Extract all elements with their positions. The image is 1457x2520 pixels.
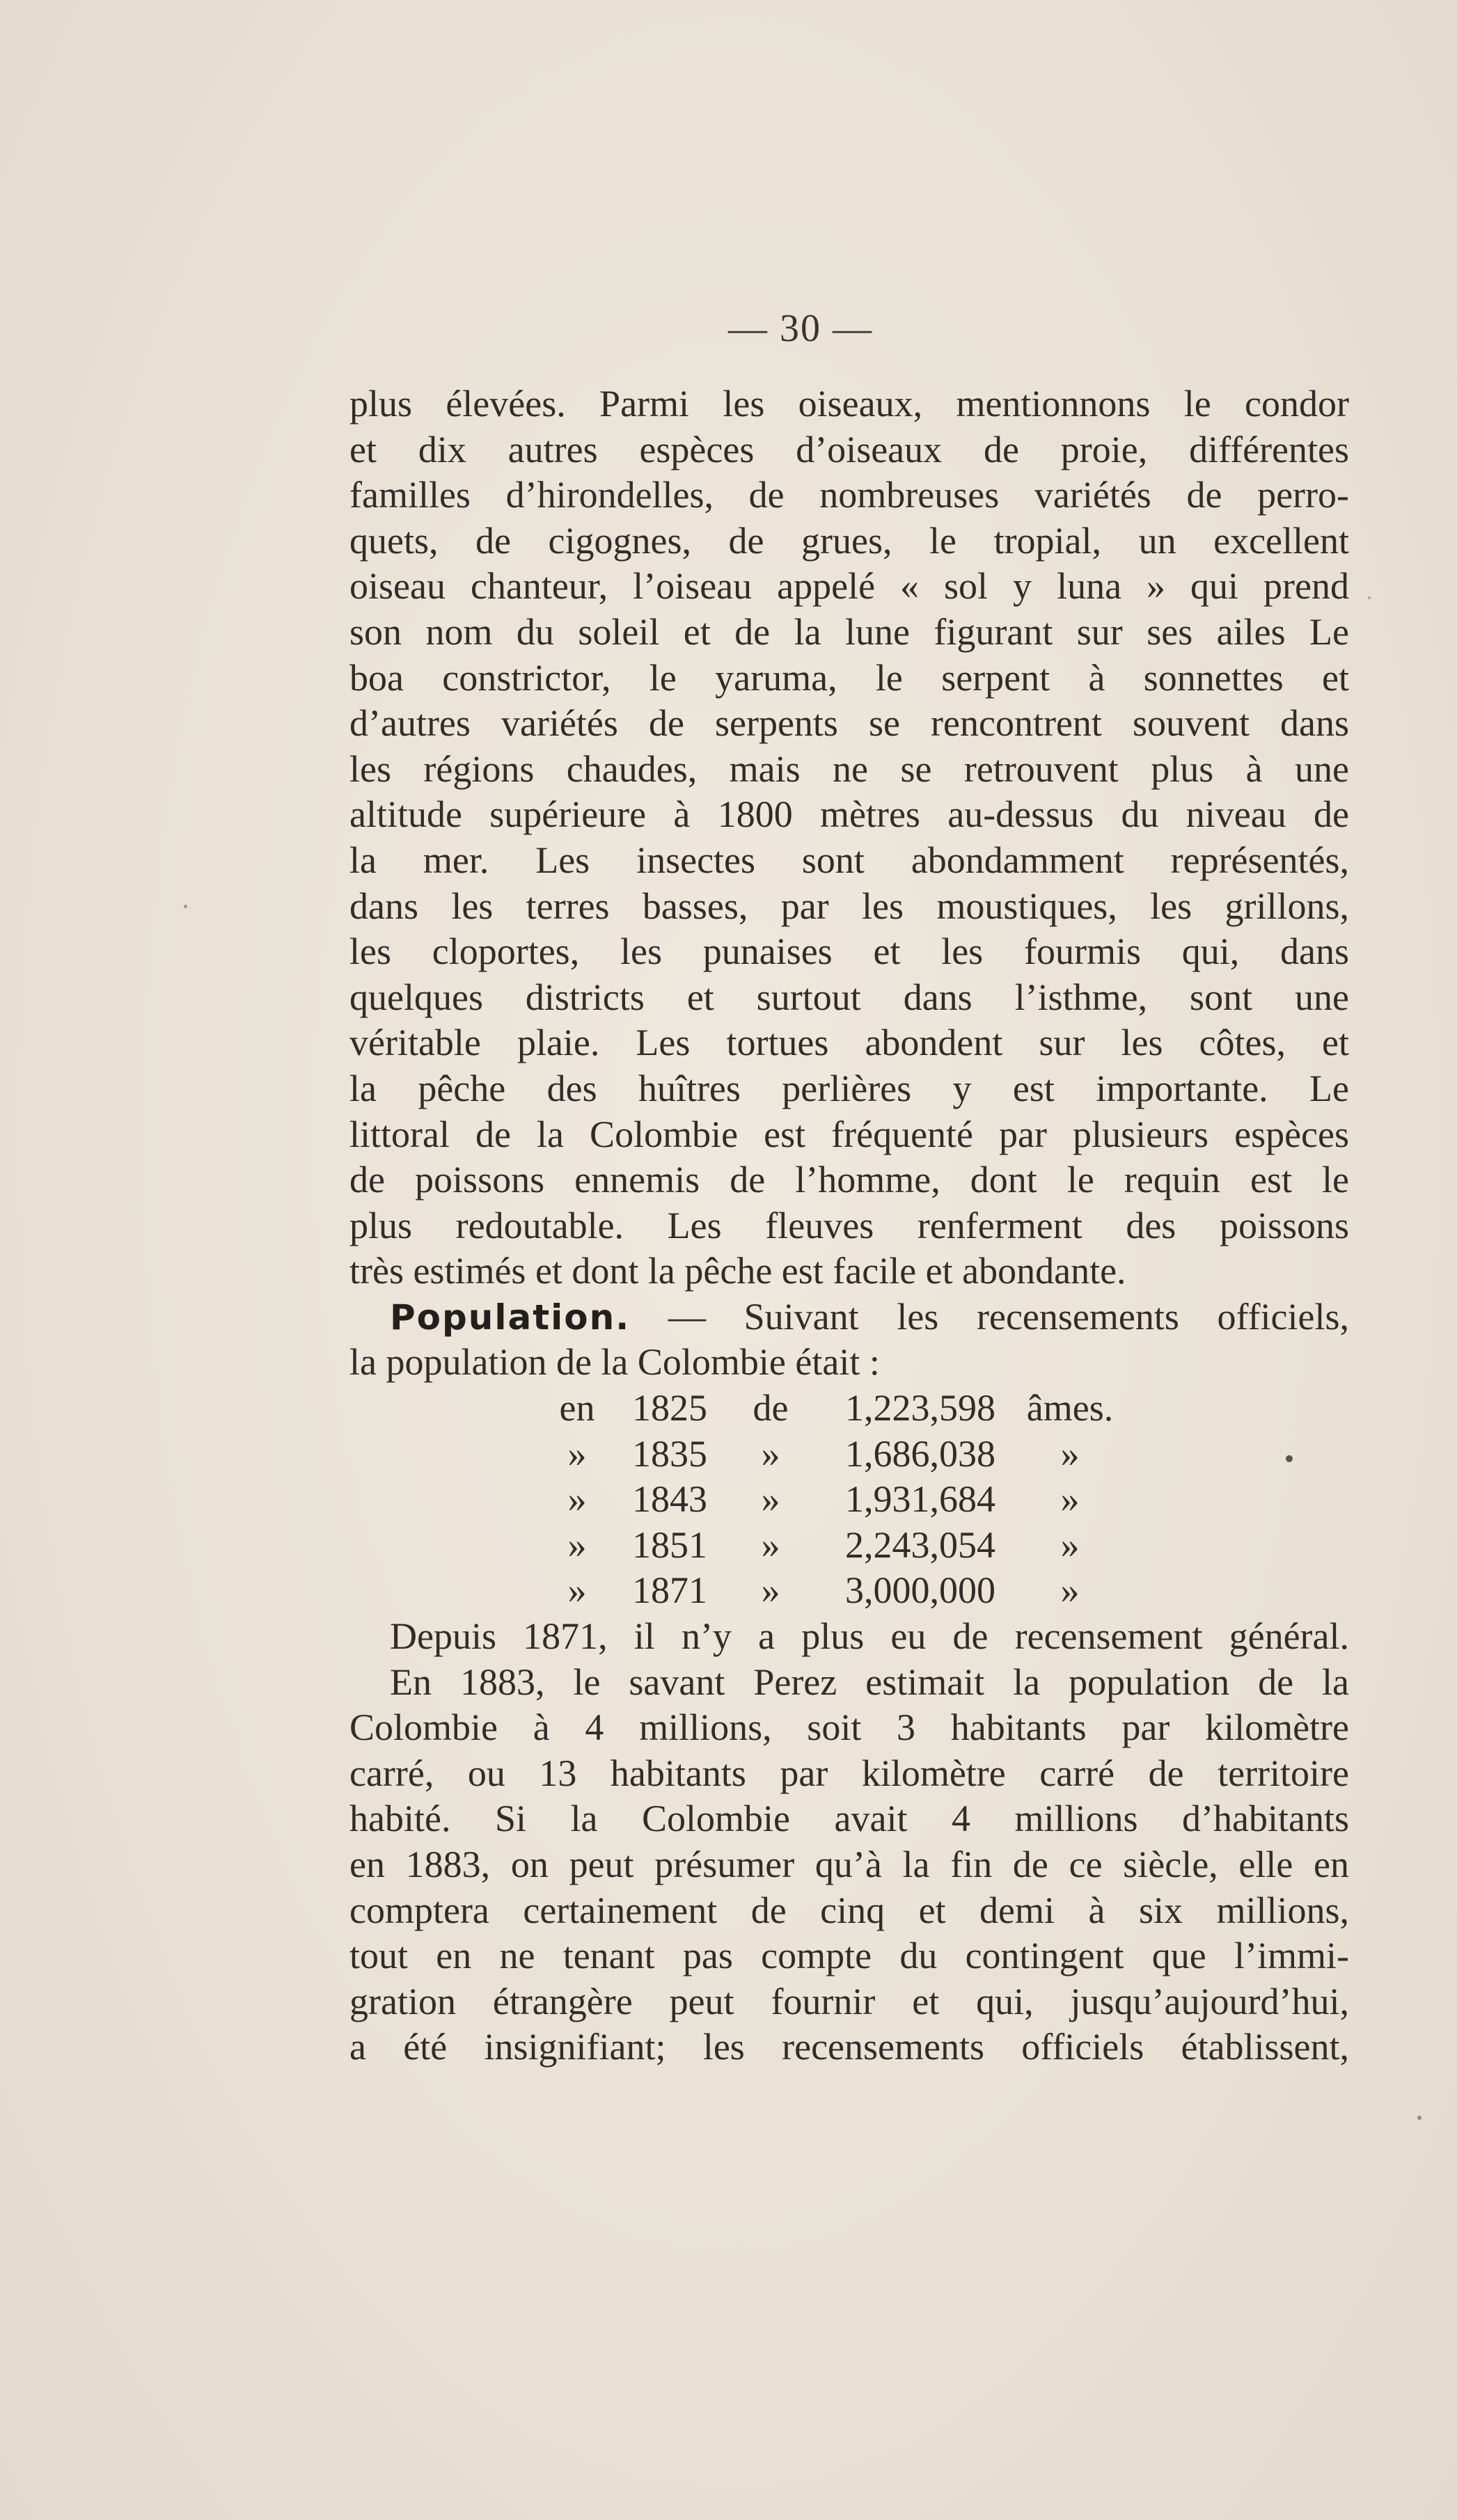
text-line: Depuis 1871, il n’y a plus eu de recensement général. — [390, 1615, 1349, 1658]
paper-speck — [1368, 596, 1371, 599]
text-line: plus élevées. Parmi les oiseaux, mentionnons le condor — [349, 383, 1349, 425]
census-row — [349, 1386, 1349, 1432]
census-table — [349, 1386, 1349, 1614]
text-line: tout en ne tenant pas compte du contingent que l’immi- — [349, 1935, 1349, 1977]
census-prefix: » — [567, 1478, 587, 1521]
text-line: les cloportes, les punaises et les fourmis qui, dans — [349, 930, 1349, 973]
text-line: Colombie à 4 millions, soit 3 habitants par kilomètre — [349, 1706, 1349, 1749]
page-number: — 30 — — [728, 307, 873, 350]
text-line: les régions chaudes, mais ne se retrouvent plus à une — [349, 747, 1349, 790]
census-separator: de — [753, 1387, 789, 1429]
census-year: 1843 — [632, 1478, 707, 1521]
census-prefix: » — [567, 1569, 587, 1612]
text-line: quelques districts et surtout dans l’isthme, sont une — [349, 976, 1349, 1018]
census-separator: » — [761, 1432, 780, 1475]
text-line: véritable plaie. Les tortues abondent sur les côtes, et — [349, 1022, 1349, 1064]
census-separator: » — [761, 1478, 780, 1521]
text-line: et dix autres espèces d’oiseaux de proie, différentes — [349, 428, 1349, 470]
text-line: littoral de la Colombie est fréquenté par plusieurs espèces — [349, 1113, 1349, 1155]
census-unit: » — [1060, 1478, 1080, 1521]
census-count: 1,931,684 — [845, 1478, 995, 1521]
census-row — [349, 1523, 1349, 1569]
text-line: plus redoutable. Les fleuves renferment des poissons — [349, 1204, 1349, 1246]
census-prefix: » — [567, 1523, 587, 1566]
section-heading-rest: — Suivant les recensements officiels, — [630, 1295, 1349, 1338]
text-line: la mer. Les insectes sont abondamment représentés, — [349, 839, 1349, 881]
text-line: d’autres variétés de serpents se rencontrent souvent dans — [349, 702, 1349, 745]
population-heading-line — [349, 1294, 1349, 1340]
census-count: 2,243,054 — [845, 1523, 995, 1566]
text-line: En 1883, le savant Perez estimait la population de la — [390, 1661, 1349, 1703]
text-line: altitude supérieure à 1800 mètres au-dessus du niveau de — [349, 793, 1349, 836]
paper-speck — [1286, 1455, 1293, 1462]
text-line: comptera certainement de cinq et demi à six millions, — [349, 1889, 1349, 1931]
census-row — [349, 1477, 1349, 1523]
text-line: son nom du soleil et de la lune figurant sur ses ailes Le — [349, 610, 1349, 653]
paper-speck — [184, 905, 187, 908]
text-line: oiseau chanteur, l’oiseau appelé « sol y luna » qui prend — [349, 565, 1349, 608]
text-line: dans les terres basses, par les moustiques, les grillons, — [349, 885, 1349, 927]
census-year: 1871 — [632, 1569, 707, 1612]
text-line: très estimés et dont la pêche est facile et abondante. — [349, 1250, 1126, 1292]
census-row — [349, 1432, 1349, 1477]
census-year: 1825 — [632, 1387, 707, 1429]
text-line: quets, de cigognes, de grues, le tropial, un excellent — [349, 519, 1349, 562]
census-prefix: » — [567, 1432, 587, 1475]
text-line: boa constrictor, le yaruma, le serpent à sonnettes et — [349, 656, 1349, 699]
text-line: carré, ou 13 habitants par kilomètre carré de territoire — [349, 1752, 1349, 1794]
text-line: de poissons ennemis de l’homme, dont le requin est le — [349, 1159, 1349, 1201]
census-unit: » — [1060, 1523, 1080, 1566]
text-line: la pêche des huîtres perlières y est importante. Le — [349, 1067, 1349, 1109]
census-unit: » — [1060, 1432, 1080, 1475]
census-count: 1,686,038 — [845, 1432, 995, 1475]
text-line: gration étrangère peut fournir et qui, jusqu’aujourd’hui, — [349, 1980, 1349, 2022]
text-line: la population de la Colombie était : — [349, 1341, 880, 1384]
census-unit: » — [1060, 1569, 1080, 1612]
text-line: familles d’hirondelles, de nombreuses variétés de perro- — [349, 474, 1349, 516]
text-line: en 1883, on peut présumer qu’à la fin de ce siècle, elle en — [349, 1844, 1349, 1886]
body-text — [349, 381, 1349, 2070]
census-count: 1,223,598 — [845, 1387, 995, 1429]
census-row — [349, 1568, 1349, 1614]
census-year: 1835 — [632, 1432, 707, 1475]
census-count: 3,000,000 — [845, 1569, 995, 1612]
section-heading: Population. — [390, 1297, 631, 1338]
census-unit: âmes. — [1026, 1387, 1114, 1429]
census-separator: » — [761, 1523, 780, 1566]
paper-speck — [1417, 2116, 1421, 2120]
census-year: 1851 — [632, 1523, 707, 1566]
text-line: habité. Si la Colombie avait 4 millions d’habitants — [349, 1798, 1349, 1840]
census-separator: » — [761, 1569, 780, 1612]
text-line: a été insignifiant; les recensements officiels établissent, — [349, 2026, 1349, 2068]
census-prefix: en — [559, 1387, 595, 1429]
